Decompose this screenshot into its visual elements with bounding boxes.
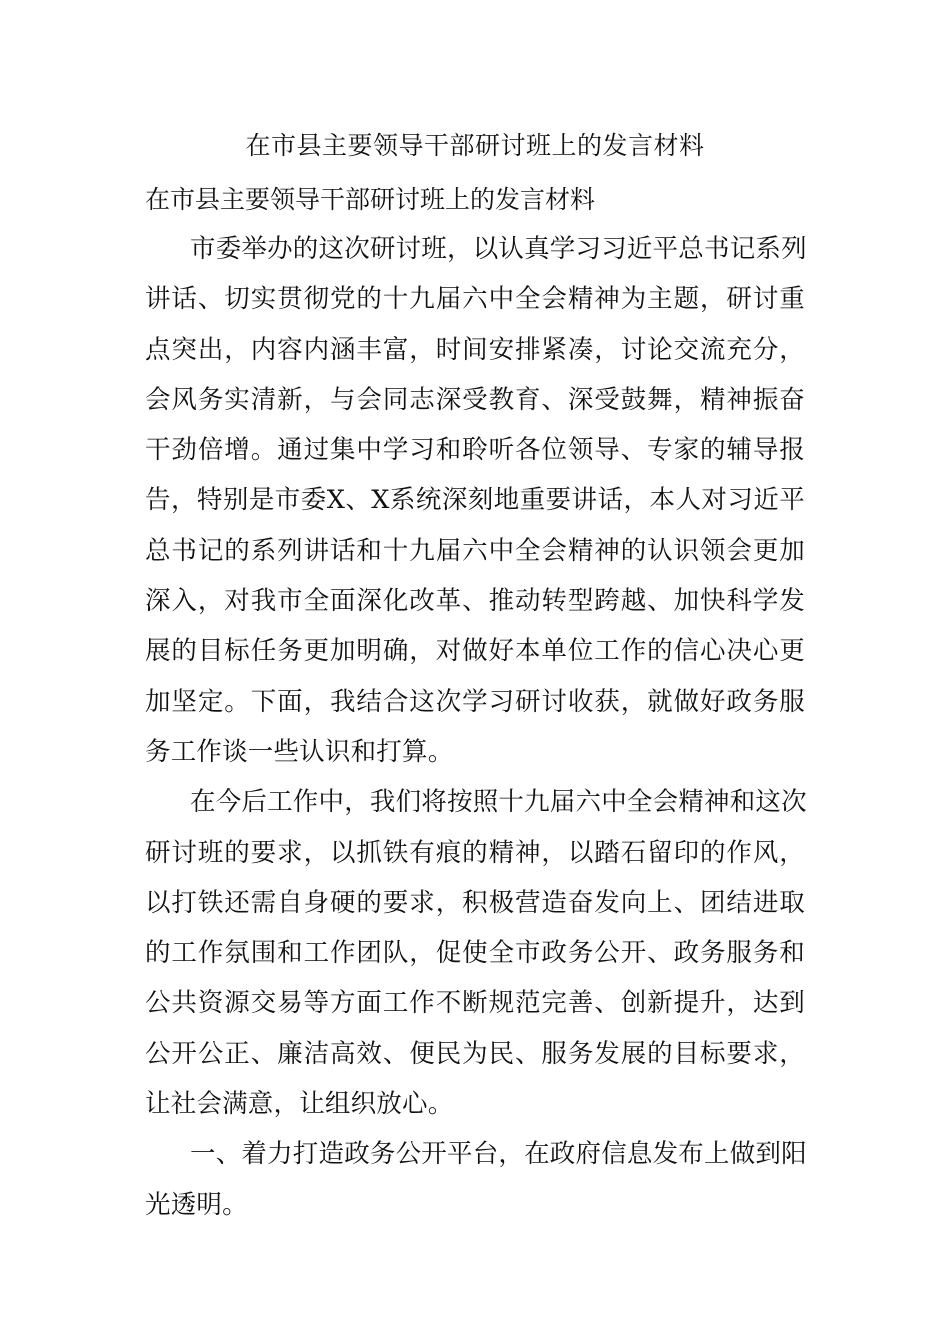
paragraph-line: 在今后工作中，我们将按照十九届六中全会精神和这次: [190, 787, 807, 818]
paragraph-line: 干劲倍增。通过集中学习和聆听各位领导、专家的辅导报: [145, 435, 805, 466]
paragraph-line: 告，特别是市委X、X系统深刻地重要讲话，本人对习近平: [145, 485, 805, 516]
section-heading-line: 一、着力打造政务公开平台，在政府信息发布上做到阳: [190, 1139, 807, 1170]
paragraph-line: 的工作氛围和工作团队，促使全市政务公开、政务服务和: [145, 938, 805, 969]
paragraph-line: 讲话、切实贯彻党的十九届六中全会精神为主题，研讨重: [145, 284, 805, 315]
section-heading-line: 光透明。: [145, 1189, 248, 1220]
paragraph-line: 展的目标任务更加明确，对做好本单位工作的信心决心更: [145, 636, 805, 667]
paragraph-line: 公共资源交易等方面工作不断规范完善、创新提升，达到: [145, 988, 805, 1019]
paragraph-line: 让社会满意，让组织放心。: [145, 1089, 454, 1120]
paragraph-line: 深入，对我市全面深化改革、推动转型跨越、加快科学发: [145, 586, 805, 617]
paragraph-line: 务工作谈一些认识和打算。: [145, 736, 454, 767]
paragraph-line: 总书记的系列讲话和十九届六中全会精神的认识领会更加: [145, 535, 805, 566]
paragraph-line: 加坚定。下面，我结合这次学习研讨收获，就做好政务服: [145, 686, 805, 717]
paragraph-line: 公开公正、廉洁高效、便民为民、服务发展的目标要求，: [145, 1038, 805, 1069]
document-body: [145, 224, 805, 1230]
paragraph-line: 会风务实清新，与会同志深受教育、深受鼓舞，精神振奋: [145, 384, 805, 415]
document-title: 在市县主要领导干部研讨班上的发言材料: [245, 131, 705, 160]
document-subtitle: 在市县主要领导干部研讨班上的发言材料: [145, 185, 596, 214]
paragraph-line: 市委举办的这次研讨班，以认真学习习近平总书记系列: [190, 234, 807, 264]
paragraph-line: 以打铁还需自身硬的要求，积极营造奋发向上、团结进取: [145, 887, 805, 918]
paragraph-line: 点突出，内容内涵丰富，时间安排紧凑，讨论交流充分，: [145, 334, 805, 365]
paragraph-line: 研讨班的要求，以抓铁有痕的精神，以踏石留印的作风，: [145, 837, 805, 868]
